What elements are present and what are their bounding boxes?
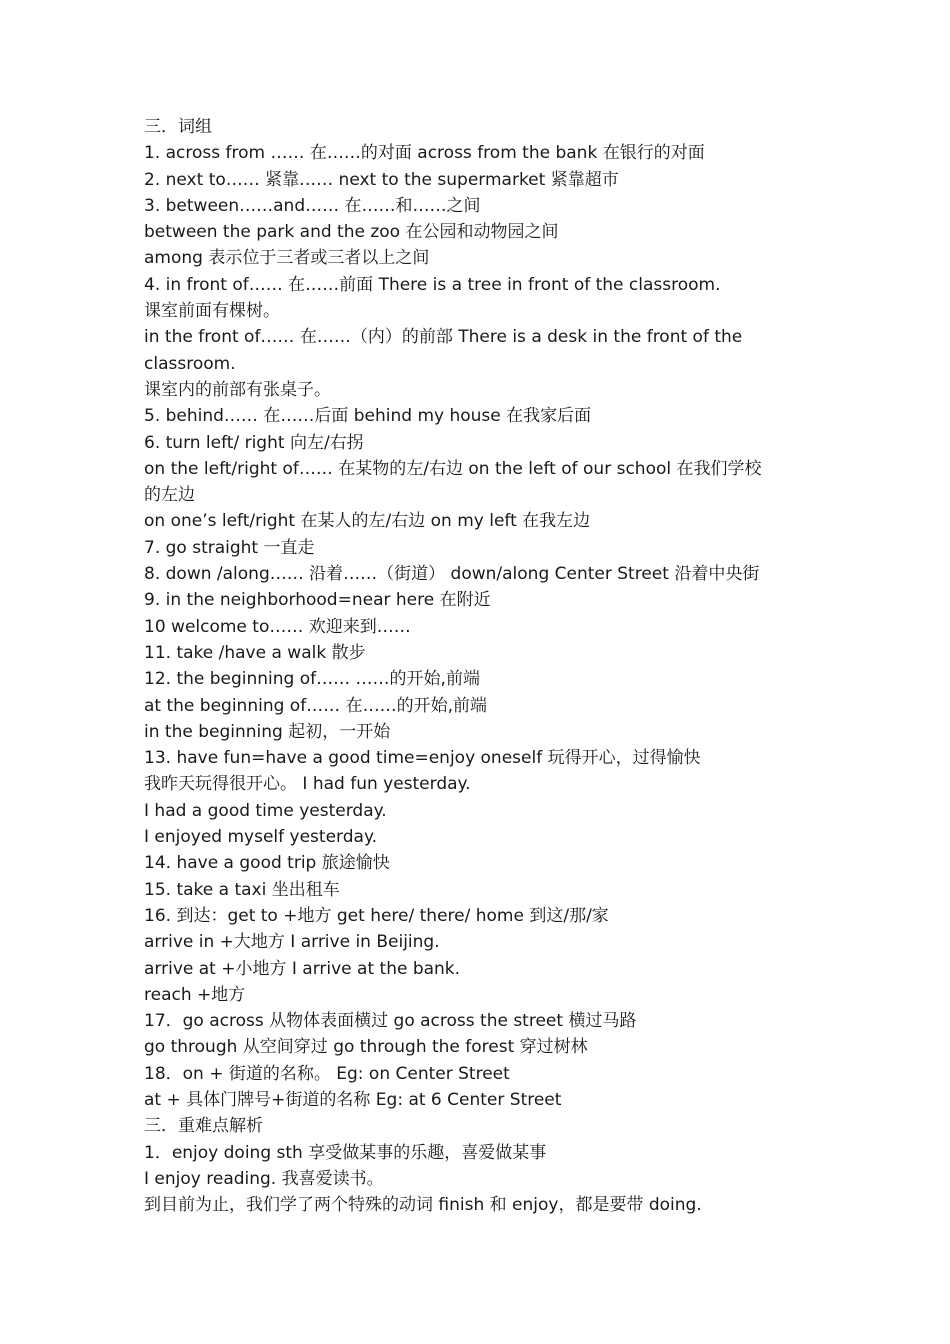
text-line: 1．enjoy doing sth 享受做某事的乐趣，喜爱做某事 [144,1142,547,1163]
text-line: on the left/right of…… 在某物的左/右边 on the left of our school 在我们学校 [144,458,762,479]
text-line: 2. next to…… 紧靠…… next to the supermarket 紧靠超市 [144,169,619,190]
text-line: 的左边 [144,485,195,506]
text-line: go through 从空间穿过 go through the forest 穿过树林 [144,1037,588,1058]
text-line: in the beginning 起初，一开始 [144,721,391,742]
text-line: 9. in the neighborhood=near here 在附近 [144,590,491,611]
text-line: I enjoyed myself yesterday. [144,827,377,848]
section-heading-phrases: 三．词组 [144,117,212,137]
text-line: 6. turn left/ right 向左/右拐 [144,432,364,453]
text-line: 课室内的前部有张桌子。 [144,379,331,400]
text-line: 4. in front of…… 在……前面 There is a tree in front of the classroom. [144,274,721,295]
text-line: at the beginning of…… 在……的开始,前端 [144,695,487,716]
text-line: 14. have a good trip 旅途愉快 [144,853,390,874]
text-line: 10 welcome to…… 欢迎来到…… [144,616,411,637]
text-line: at + 具体门牌号+街道的名称 Eg: at 6 Center Street [144,1089,562,1110]
text-line: 我昨天玩得很开心。 I had fun yesterday. [144,774,471,795]
text-line: 5. behind…… 在……后面 behind my house 在我家后面 [144,406,592,427]
text-line: 1. across from …… 在……的对面 across from the bank 在银行的对面 [144,143,705,164]
text-line: arrive at +小地方 I arrive at the bank. [144,958,461,979]
text-line: classroom. [144,353,236,374]
text-line: 13. have fun=have a good time=enjoy oneself 玩得开心，过得愉快 [144,748,701,769]
text-line: on one’s left/right 在某人的左/右边 on my left 在我左边 [144,511,591,532]
document-body [144,114,824,1218]
text-line: 18．on + 街道的名称。 Eg: on Center Street [144,1063,510,1084]
text-line: 课室前面有棵树。 [144,301,280,322]
text-line: 8. down /along…… 沿着……（街道） down/along Center Street 沿着中央街 [144,564,760,585]
text-line: 7. go straight 一直走 [144,537,315,558]
text-line: 到目前为止，我们学了两个特殊的动词 finish 和 enjoy，都是要带 doing. [144,1195,702,1216]
text-line: among 表示位于三者或三者以上之间 [144,248,430,269]
text-line: reach +地方 [144,984,246,1005]
text-line: arrive in +大地方 I arrive in Beijing. [144,932,440,953]
text-line: 11. take /have a walk 散步 [144,642,366,663]
text-line: 3. between……and…… 在……和……之间 [144,195,481,216]
section-heading-key-points: 三．重难点解析 [144,1116,263,1137]
text-line: in the front of…… 在……（内）的前部 There is a desk in the front of the [144,327,743,348]
text-line: I had a good time yesterday. [144,800,387,821]
text-line: I enjoy reading. 我喜爱读书。 [144,1168,384,1189]
text-line: 16. 到达：get to +地方 get here/ there/ home 到这/那/家 [144,905,609,926]
text-line: 15. take a taxi 坐出租车 [144,879,340,900]
text-line: 17．go across 从物体表面横过 go across the street 横过马路 [144,1011,637,1032]
text-line: 12. the beginning of…… ……的开始,前端 [144,669,480,690]
text-line: between the park and the zoo 在公园和动物园之间 [144,222,559,243]
